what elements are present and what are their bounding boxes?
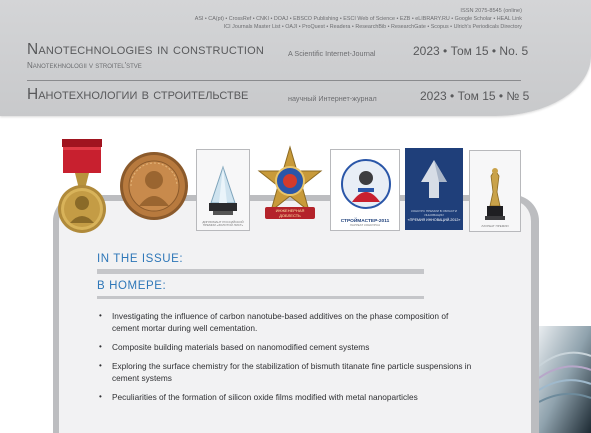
in-issue-heading-ru: В НОМЕРЕ: (97, 280, 167, 292)
list-item[interactable] (95, 360, 475, 384)
crystal-award-icon (196, 149, 250, 231)
heading-bar-en (97, 269, 424, 274)
list-item[interactable] (95, 391, 475, 403)
header-divider (27, 80, 521, 81)
bullet-icon: • (99, 342, 102, 351)
star-order-text: ИНЖЕНЕРНАЯ ДОБЛЕСТЬ (275, 208, 305, 218)
issn-text: ISSN 2075-8545 (online) (460, 8, 522, 14)
stroimaster-badge-icon (330, 149, 400, 231)
statuette-caption: ЛАУРЕАТ ПРЕМИИ (481, 224, 509, 229)
stroimaster-title: СТРОЙМАСТЕР-2011 (340, 219, 390, 225)
article-title: Peculiarities of the formation of silicon oxide films modified with metal nanoparticles (112, 392, 418, 402)
indexing-list (2, 16, 522, 31)
article-title: Investigating the influence of carbon nanotube-based additives on the phase composition of cement mortar during well cementation. (112, 311, 449, 333)
crystal-award-caption: ДИПЛОМАНТ РОССИЙСКОЙ ПРЕМИИ «ЗОЛОТОЙ ЛИСТ» (202, 219, 244, 228)
order-medal-icon (57, 137, 107, 237)
article-list (95, 310, 475, 410)
list-item[interactable] (95, 341, 475, 353)
indexing-line-1: ASI • CA(pt) • CrossRef • CNKI • DOAJ • EBSCO Publishing • ESCI Web of Science • EZB • eLIBRARY.RU • Google Scholar • HEAL Link (194, 16, 522, 22)
article-title: Composite building materials based on nanomodified cement systems (112, 342, 370, 352)
bullet-icon: • (99, 311, 102, 320)
bullet-icon: • (99, 392, 102, 401)
innovation-caption: «ПРЕМИЯ ИННОВАЦИЙ-2012» (407, 218, 461, 222)
issue-info-en: 2023 • Том 15 • No. 5 (413, 44, 529, 58)
article-title: Exploring the surface chemistry for the stabilization of bismuth titanate fine particle suspensions in cement systems (112, 361, 472, 383)
indexing-line-2: ICI Journals Master List • OAJI • ProQuest • Readera • ResearchBib • ResearchGate • Scopus • Ulrich's Periodicals Directory (223, 23, 522, 30)
list-item[interactable] (95, 310, 475, 334)
issue-info-ru: 2023 • Том 15 • № 5 (420, 89, 530, 103)
journal-header (0, 0, 591, 116)
heading-bar-ru (97, 296, 424, 299)
journal-subtitle-transliterated: Nanotekhnologii v stroitel'stve (27, 61, 142, 70)
journal-title-ru: Нанотехнологии в строительстве (27, 86, 249, 103)
innovation-arrow-icon (405, 148, 463, 230)
journal-title-en: Nanotechnologies in construction (27, 41, 265, 58)
journal-type-en: A Scientific Internet-Journal (288, 49, 376, 58)
stroimaster-caption: ЛАУРЕАТ КОНКУРСА (349, 223, 381, 228)
innovation-caption-sub: КОНКУРС ПРЕМИИ В ОБЛАСТИ ИННОВАЦИИ (411, 209, 457, 217)
decorative-abstract-image (539, 326, 591, 433)
star-order-icon (255, 145, 325, 227)
bronze-medal-icon (119, 150, 189, 222)
statuette-icon (469, 150, 521, 232)
journal-type-ru: научный Интернет-журнал (288, 94, 377, 103)
bullet-icon: • (99, 361, 102, 370)
in-issue-heading-en: IN THE ISSUE: (97, 253, 184, 265)
